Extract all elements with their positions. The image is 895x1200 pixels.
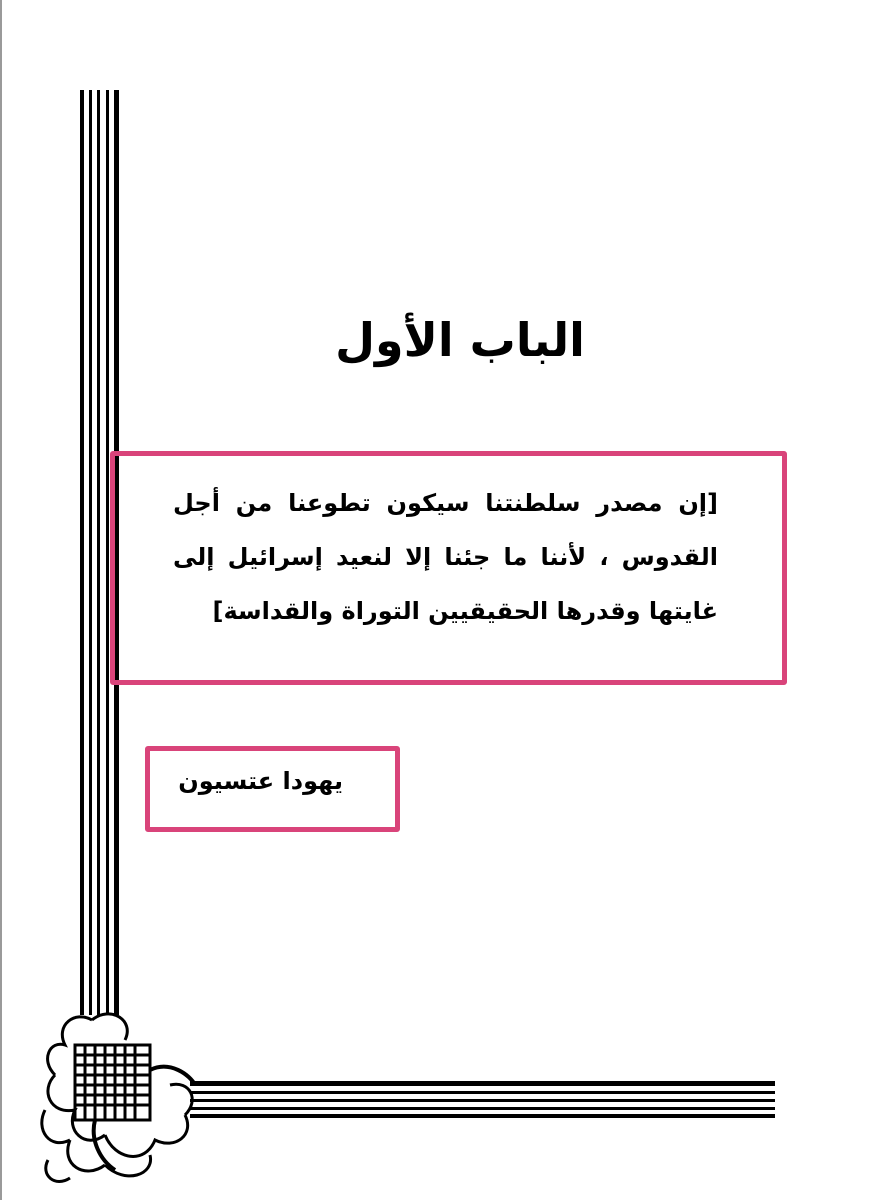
border-line-vertical-3: [97, 90, 100, 1015]
border-line-vertical-1: [80, 90, 84, 1015]
quote-author: يهودا عتسيون: [178, 767, 343, 795]
author-highlight-box: [145, 746, 400, 832]
border-line-horizontal-1: [190, 1081, 775, 1086]
page-edge: [0, 0, 2, 1200]
quote-highlight-box: [110, 451, 787, 685]
border-line-vertical-2: [89, 90, 92, 1015]
border-line-horizontal-2: [190, 1091, 775, 1094]
border-line-horizontal-4: [190, 1107, 775, 1110]
border-line-vertical-4: [106, 90, 109, 1015]
corner-ornament-icon: [30, 1000, 205, 1190]
quote-text: [إن مصدر سلطنتنا سيكون تطوعنا من أجل القدوس ، لأننا ما جئنا إلا لنعيد إسرائيل إلى غايتها وقدرها الحقيقيين التوراة والقداسة]: [173, 489, 718, 625]
border-line-horizontal-3: [190, 1099, 775, 1102]
chapter-title: الباب الأول: [335, 313, 585, 367]
border-line-horizontal-5: [190, 1114, 775, 1118]
